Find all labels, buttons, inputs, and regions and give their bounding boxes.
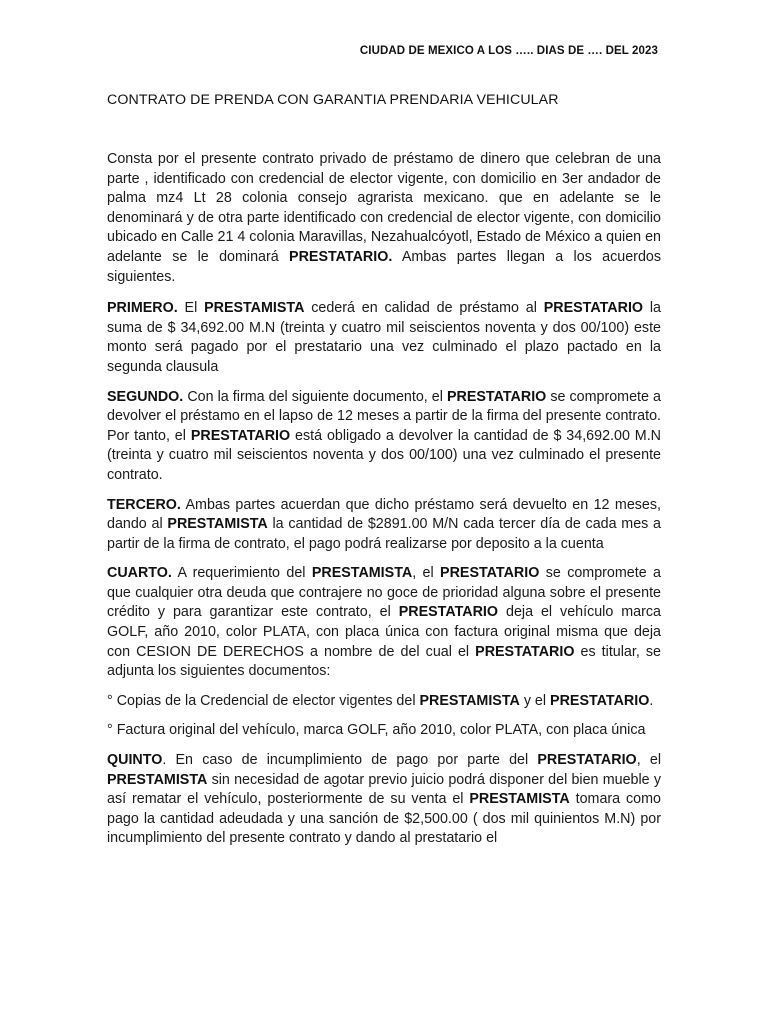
intro-paragraph	[107, 150, 661, 287]
bullet-text: y el	[519, 692, 551, 709]
clause-heading: PRIMERO.	[107, 300, 178, 317]
party-name: PRESTATARIO	[537, 752, 637, 769]
party-name: PRESTAMISTA	[204, 300, 305, 317]
clause-cuarto	[107, 564, 661, 682]
clause-text: se compromete a que cualquier otra deuda que contrajere no goce de prioridad alguna sobre el presente crédito y para garantizar este contrato, el	[107, 565, 661, 621]
clause-text: tomara como pago la cantidad adeudada y una sanción de $2,500.00 ( dos mil quinientos M.N) por incumplimiento del presente contrato y dando al prestatario el	[107, 791, 661, 847]
clause-segundo	[107, 388, 661, 486]
clause-text: A requerimiento del	[171, 565, 312, 582]
clause-text: El	[177, 300, 205, 317]
clause-text: cederá en calidad de préstamo al	[304, 300, 544, 317]
party-name: PRESTATARIO	[190, 427, 291, 444]
party-name: PRESTATARIO	[447, 388, 547, 405]
contract-title: CONTRATO DE PRENDA CON GARANTIA PRENDARIA VEHICULAR	[107, 92, 559, 108]
contract-body	[107, 150, 661, 859]
clause-text: Ambas partes acuerdan que dicho préstamo será devuelto en 12 meses, dando al	[107, 496, 661, 533]
clause-text: , el	[636, 752, 661, 769]
party-name: PRESTAMISTA	[419, 692, 520, 709]
clause-text: se compromete a devolver el préstamo en el lapso de 12 meses a partir de la firma del presente contrato. Por tanto, el	[107, 388, 661, 444]
party-name: PRESTATARIO	[550, 692, 650, 709]
intro-text: Consta por el presente contrato privado de préstamo de dinero que celebran de una parte , identificado con credencial de elector vigente, con domicilio en 3er andador de palma mz4 Lt 28 colonia consejo agrarista mexicano. que en adelante se le denominará y de otra parte identificado con credencial de elector vigente, con domicilio ubicado en Calle 21 4 colonia Maravillas, Nezahualcóyotl, Estado de México a quien en adelante se le dominará	[107, 151, 661, 265]
clause-heading: QUINTO	[107, 752, 163, 769]
clause-text: deja el vehículo marca GOLF, año 2010, color PLATA, con placa única con factura original misma que deja con CESION DE DERECHOS a nombre de del cual el	[107, 604, 661, 660]
clause-text: sin necesidad de agotar previo juicio podrá disponer del bien mueble y así rematar el vehículo, posteriormente de su venta el	[107, 771, 661, 808]
party-name: PRESTAMISTA	[469, 791, 570, 808]
bullet-text: ° Factura original del vehículo, marca GOLF, año 2010, color PLATA, con placa única	[107, 722, 646, 739]
clause-primero	[107, 299, 661, 377]
bullet-item-credenciales	[107, 692, 661, 712]
clause-text: . En caso de incumplimiento de pago por parte del	[162, 752, 538, 769]
clause-text: está obligado a devolver la cantidad de $ 34,692.00 M.N (treinta y cuatro mil seiscientos noventa y dos 00/100) una vez culminado el presente contrato.	[107, 427, 662, 483]
party-name: PRESTAMISTA	[107, 771, 208, 788]
clause-text: es titular, se adjunta los siguientes documentos:	[107, 643, 661, 680]
clause-text: , el	[412, 565, 441, 582]
bullet-item-factura	[107, 721, 661, 741]
clause-text: la cantidad de $2891.00 M/N cada tercer día de cada mes a partir de la firma de contrato, el pago podrá realizarse por deposito a la cuenta	[107, 516, 662, 552]
clause-tercero	[107, 496, 661, 555]
party-name: PRESTAMISTA	[311, 565, 413, 582]
party-name: PRESTATARIO	[440, 565, 540, 582]
clause-heading: CUARTO.	[107, 565, 172, 582]
party-name: PRESTATARIO	[543, 300, 644, 317]
clause-heading: TERCERO.	[107, 496, 181, 513]
intro-tail: Ambas partes llegan a los acuerdos siguientes.	[107, 248, 661, 285]
clause-heading: SEGUNDO.	[107, 388, 184, 405]
clause-text: Con la firma del siguiente documento, el	[183, 388, 447, 405]
party-name: PRESTATARIO	[398, 604, 499, 621]
party-name: PRESTATARIO	[475, 643, 575, 660]
clause-text: la suma de $ 34,692.00 M.N (treinta y cuatro mil seiscientos noventa y dos 00/100) este monto será pagado por el prestatario una vez culminado el plazo pactado en la segunda clausula	[107, 300, 661, 375]
party-name: PRESTAMISTA	[167, 516, 268, 533]
bullet-text: ° Copias de la Credencial de elector vigentes del	[107, 692, 420, 709]
bullet-text: .	[649, 692, 654, 709]
clause-quinto	[107, 751, 661, 849]
date-line: CIUDAD DE MEXICO A LOS ….. DIAS DE …. DEL 2023	[359, 45, 658, 57]
intro-bold: PRESTATARIO.	[289, 248, 393, 265]
